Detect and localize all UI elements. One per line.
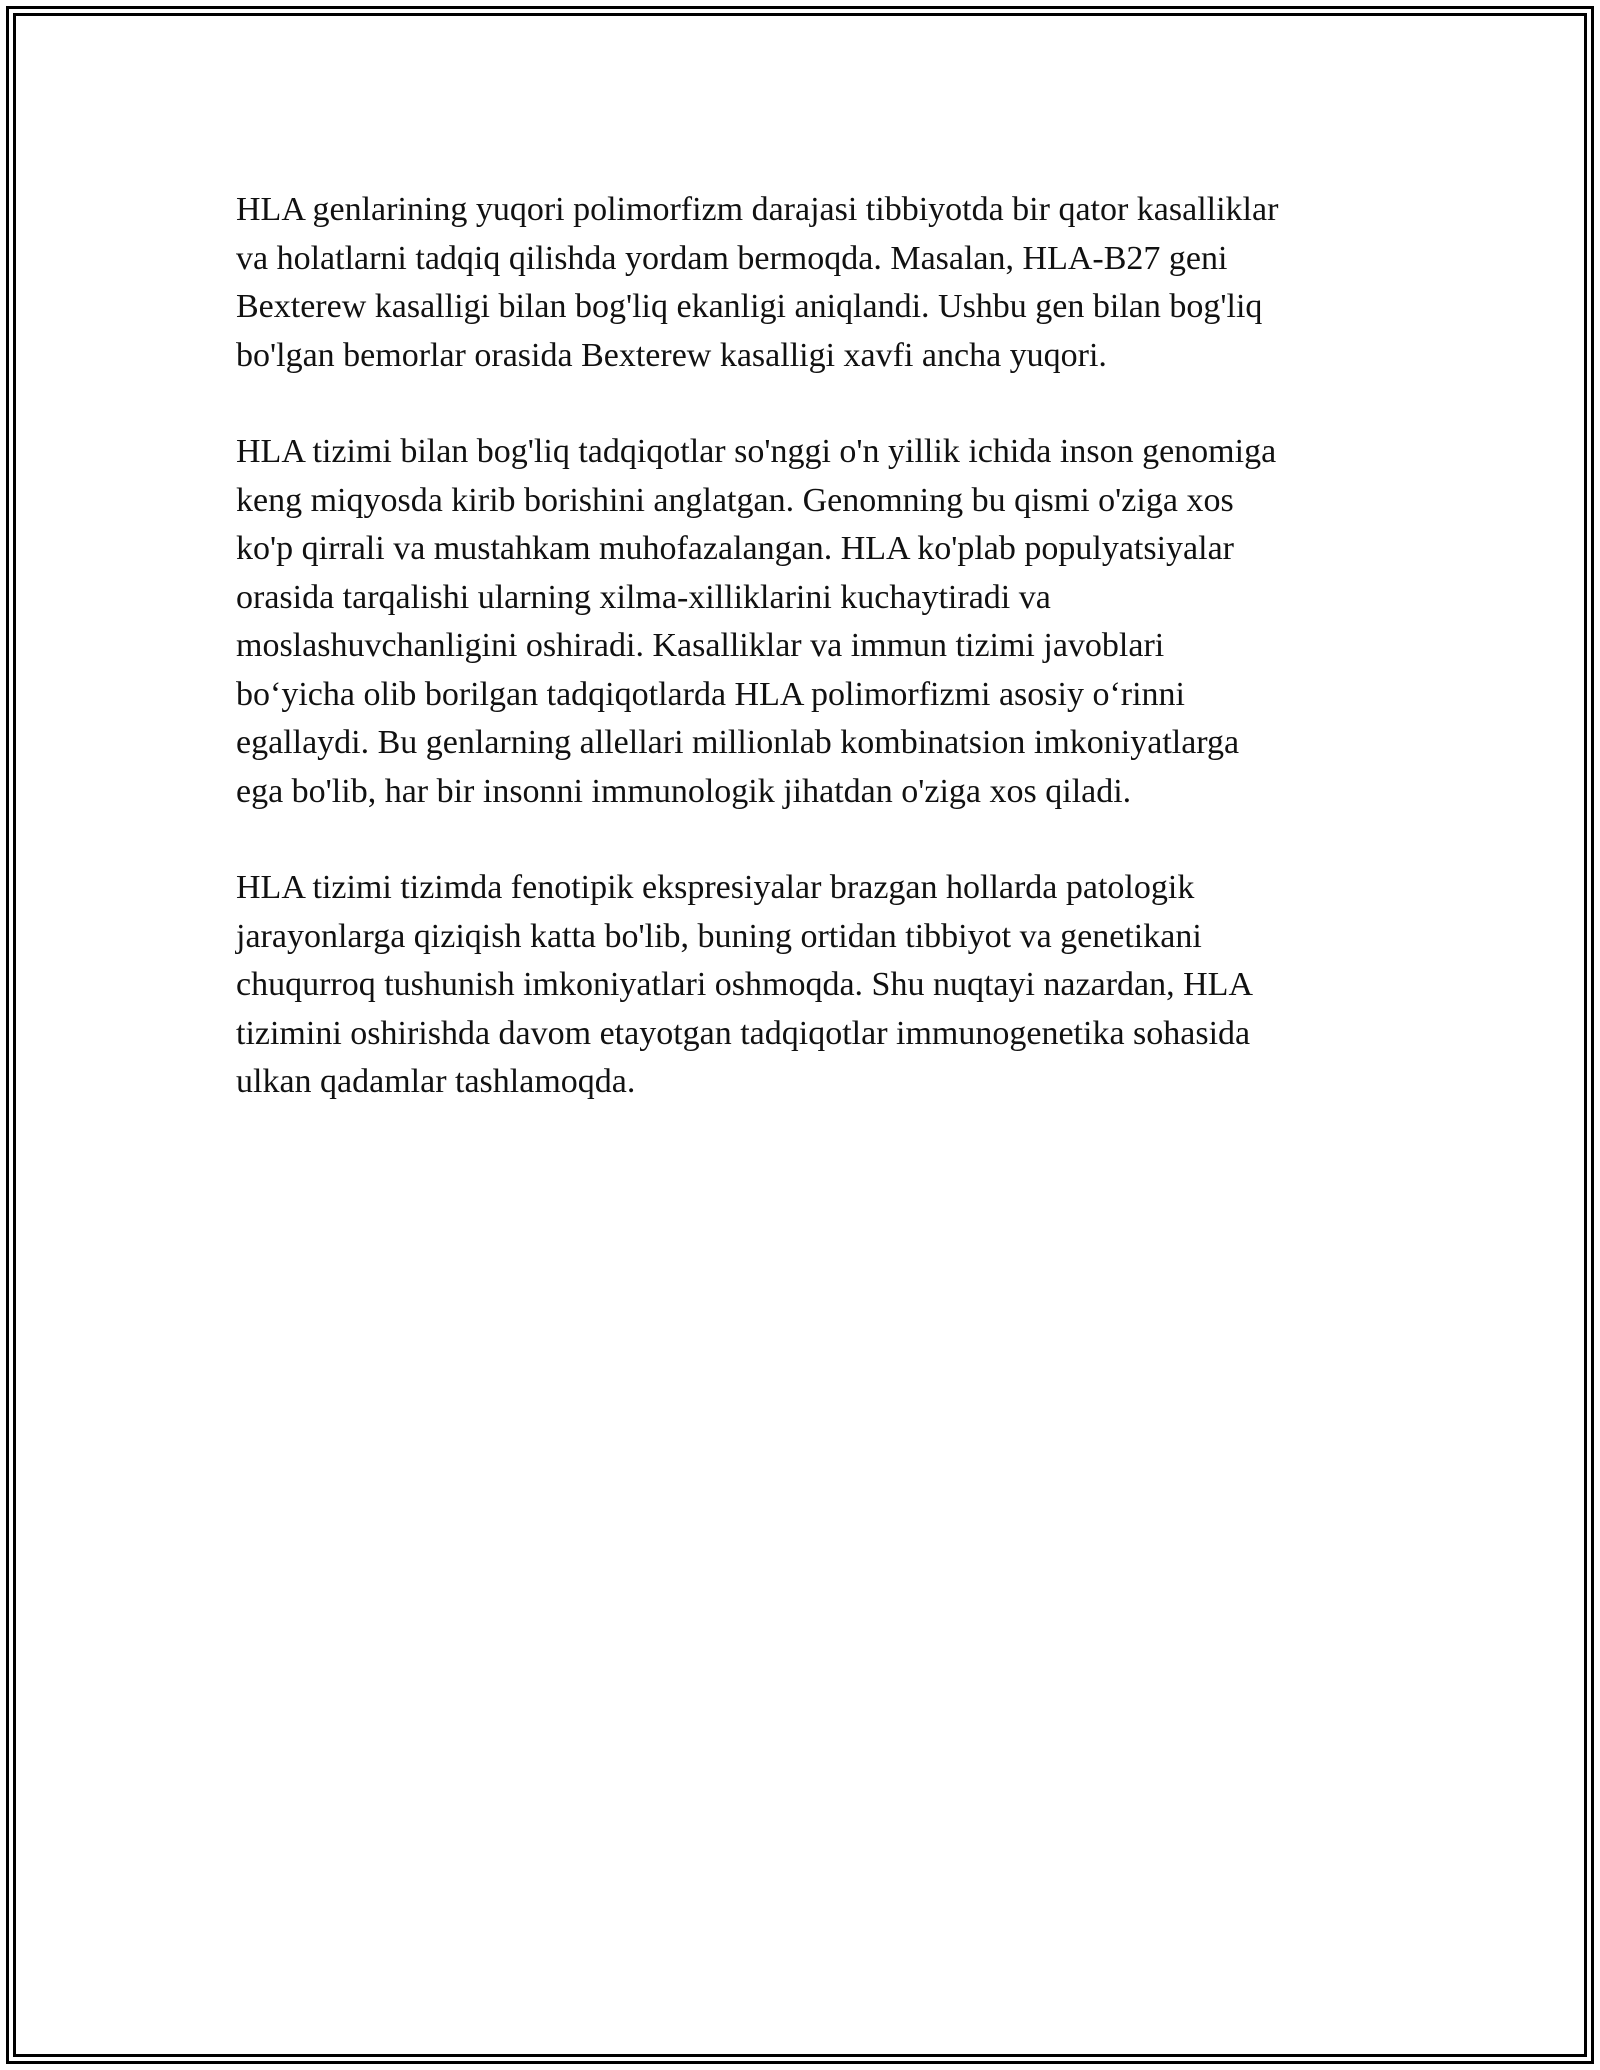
text-line: HLA genlarining yuqori polimorfizm darajasi tibbiyotda bir qator kasalliklar (236, 191, 1279, 228)
text-line: va holatlarni tadqiq qilishda yordam bermoqda. Masalan, HLA-B27 geni (236, 239, 1228, 277)
text-line: chuqurroq tushunish imkoniyatlari oshmoqda. Shu nuqtayi nazardan, HLA (236, 966, 1253, 1003)
text-line: Bexterew kasalligi bilan bog'liq ekanligi aniqlandi. Ushbu gen bilan bog'liq (236, 288, 1263, 325)
text-line: bo'lgan bemorlar orasida Bexterew kasalligi xavfi ancha yuqori. (236, 336, 1107, 374)
text-line: HLA tizimi tizimda fenotipik ekspresiyalar brazgan hollarda patologik (236, 869, 1195, 906)
text-line: ko'p qirrali va mustahkam muhofazalangan. HLA ko'plab populyatsiyalar (236, 530, 1234, 567)
text-line: moslashuvchanligini oshiradi. Kasalliklar va immun tizimi javoblari (236, 627, 1165, 664)
text-line: egallaydi. Bu genlarning allellari millionlab kombinatsion imkoniyatlarga (236, 724, 1240, 761)
text-line: HLA tizimi bilan bog'liq tadqiqotlar so'nggi o'n yillik ichida inson genomiga (236, 433, 1277, 470)
text-line: orasida tarqalishi ularning xilma-xilliklarini kuchaytiradi va (236, 578, 1051, 616)
paragraph-1 (236, 186, 1366, 380)
text-line: ulkan qadamlar tashlamoqda. (236, 1063, 636, 1100)
text-line: jarayonlarga qiziqish katta bo'lib, buning ortidan tibbiyot va genetikani (236, 917, 1202, 955)
text-line: ega bo'lib, har bir insonni immunologik jihatdan o'ziga xos qiladi. (236, 772, 1132, 810)
text-line: bo‘yicha olib borilgan tadqiqotlarda HLA polimorfizmi asosiy o‘rinni (236, 675, 1185, 713)
text-line: tizimini oshirishda davom etayotgan tadqiqotlar immunogenetika sohasida (236, 1014, 1251, 1052)
paragraph-3 (236, 864, 1366, 1107)
document-body (236, 186, 1366, 1155)
paragraph-2 (236, 428, 1366, 816)
text-line: keng miqyosda kirib borishini anglatgan. Genomning bu qismi o'ziga xos (236, 481, 1234, 519)
